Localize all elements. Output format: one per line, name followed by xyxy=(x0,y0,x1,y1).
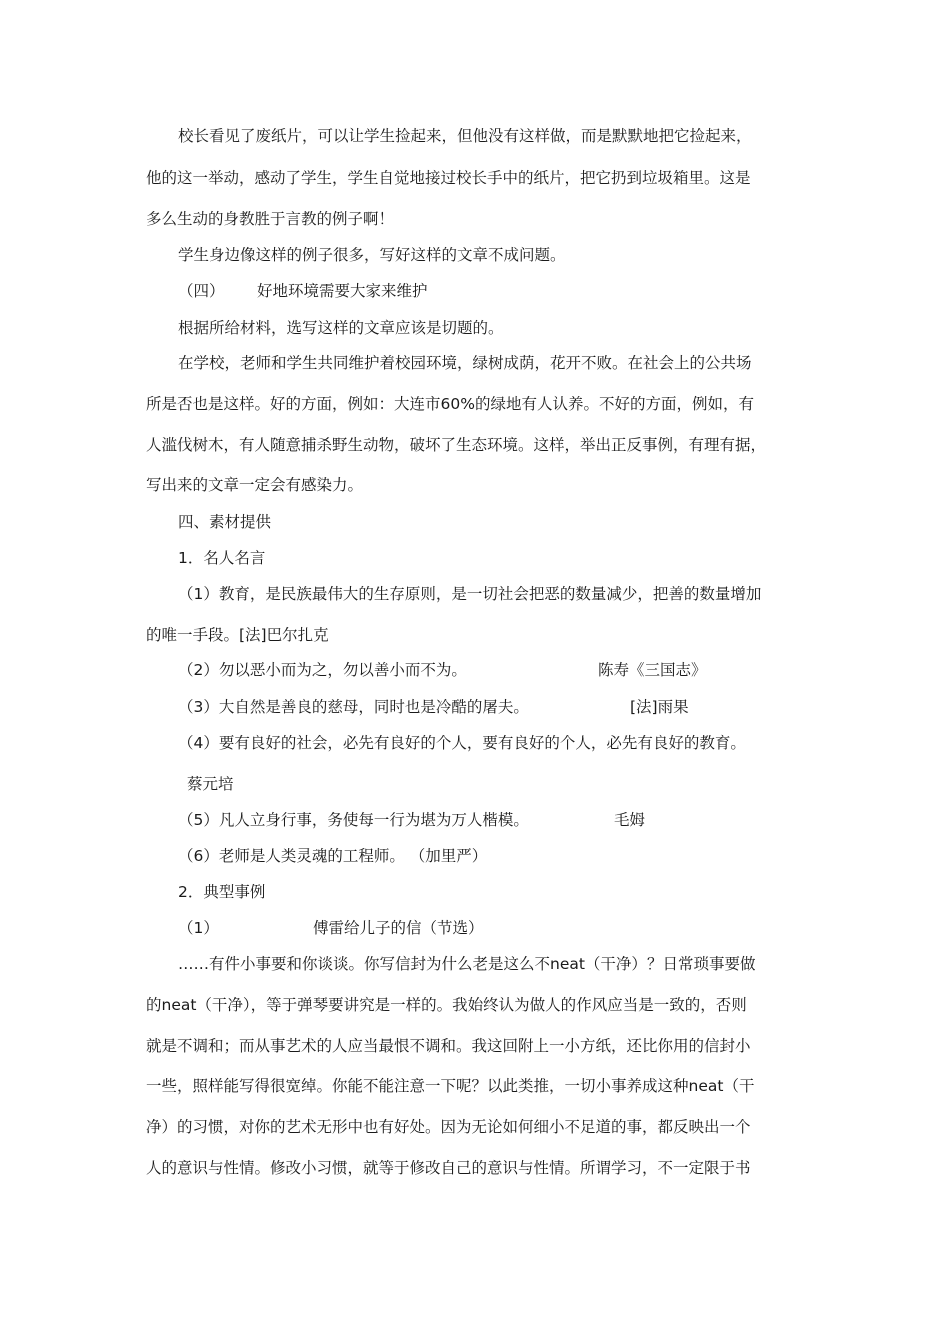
quote-2-author: 陈寿《三国志》 xyxy=(598,661,707,679)
paragraph-2: 学生身边像这样的例子很多，写好这样的文章不成问题。 xyxy=(178,246,566,264)
paragraph-4-line-3: 人滥伐树木，有人随意捕杀野生动物，破坏了生态环境。这样，举出正反事例，有理有据， xyxy=(146,436,767,454)
quote-4-text: （4）要有良好的社会，必先有良好的个人，要有良好的个人，必先有良好的教育。 xyxy=(178,734,746,752)
heading-quotes: 1．名人名言 xyxy=(178,549,266,567)
letter-line-2: 的neat（干净），等于弹琴要讲究是一样的。我始终认为做人的作风应当是一致的，否则 xyxy=(146,996,747,1014)
quote-3-author: [法]雨果 xyxy=(630,698,689,716)
letter-line-5: 净）的习惯，对你的艺术无形中也有好处。因为无论如何细小不足道的事，都反映出一个 xyxy=(146,1118,751,1136)
quote-3-text: （3）大自然是善良的慈母，同时也是冷酷的屠夫。 xyxy=(178,698,529,716)
paragraph-3: 根据所给材料，选写这样的文章应该是切题的。 xyxy=(178,319,504,337)
section-4-number: （四） xyxy=(178,282,225,300)
quote-5-text: （5）凡人立身行事，务使每一行为堪为万人楷模。 xyxy=(178,811,529,829)
example-1-title: 傅雷给儿子的信（节选） xyxy=(313,919,484,937)
quote-2-text: （2）勿以恶小而为之，勿以善小而不为。 xyxy=(178,661,467,679)
quote-1-line-2: 的唯一手段。[法]巴尔扎克 xyxy=(146,626,329,644)
heading-4: 四、素材提供 xyxy=(178,513,272,531)
quote-1-line-1: （1）教育，是民族最伟大的生存原则，是一切社会把恶的数量减少，把善的数量增加 xyxy=(178,585,762,603)
quote-5-author: 毛姆 xyxy=(614,811,646,829)
paragraph-4-line-4: 写出来的文章一定会有感染力。 xyxy=(146,476,364,494)
paragraph-1-line-3: 多么生动的身教胜于言教的例子啊！ xyxy=(146,210,395,228)
letter-line-1: ……有件小事要和你谈谈。你写信封为什么老是这么不neat（干净）？日常琐事要做 xyxy=(178,955,756,973)
letter-line-6: 人的意识与性情。修改小习惯，就等于修改自己的意识与性情。所谓学习，不一定限于书 xyxy=(146,1159,751,1177)
paragraph-4-line-1: 在学校，老师和学生共同维护着校园环境，绿树成荫，花开不败。在社会上的公共场 xyxy=(178,354,752,372)
example-1-number: （1） xyxy=(178,919,219,937)
paragraph-1-line-1: 校长看见了废纸片，可以让学生捡起来，但他没有这样做，而是默默地把它捡起来， xyxy=(178,127,752,145)
heading-examples: 2．典型事例 xyxy=(178,883,266,901)
section-4-title: 好地环境需要大家来维护 xyxy=(257,282,428,300)
paragraph-1-line-2: 他的这一举动，感动了学生，学生自觉地接过校长手中的纸片，把它扔到垃圾箱里。这是 xyxy=(146,169,751,187)
letter-line-4: 一些，照样能写得很宽绰。你能不能注意一下呢？以此类推，一切小事养成这种neat（干 xyxy=(146,1077,755,1095)
paragraph-4-line-2: 所是否也是这样。好的方面，例如：大连市60%的绿地有人认养。不好的方面，例如，有 xyxy=(146,395,754,413)
letter-line-3: 就是不调和；而从事艺术的人应当最恨不调和。我这回附上一小方纸，还比你用的信封小 xyxy=(146,1037,751,1055)
quote-4-author: 蔡元培 xyxy=(187,775,234,793)
quote-6-text: （6）老师是人类灵魂的工程师。 （加里严） xyxy=(178,847,488,865)
